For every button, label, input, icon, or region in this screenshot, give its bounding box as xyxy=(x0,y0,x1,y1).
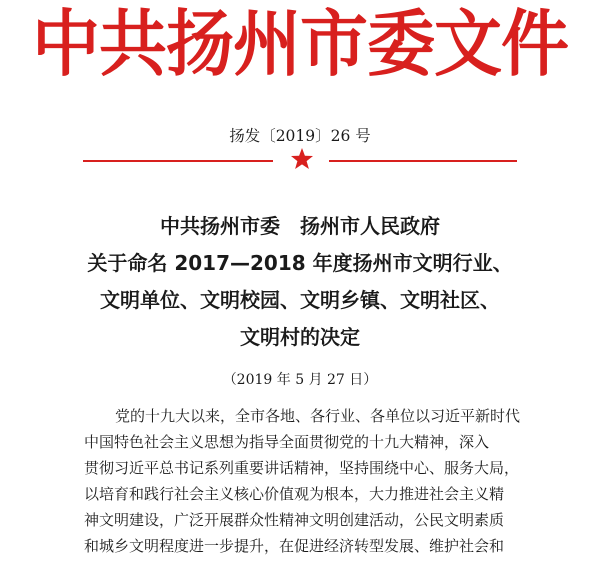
body-line: 中国特色社会主义思想为指导全面贯彻党的十九大精神，深入 xyxy=(84,433,490,451)
decision-title-line: 中共扬州市委 扬州市人民政府 xyxy=(160,214,440,238)
header-title: 中共扬州市委文件 xyxy=(31,3,568,87)
issue-date: （2019 年 5 月 27 日） xyxy=(222,372,378,388)
decision-title-line: 关于命名 2017—2018 年度扬州市文明行业、 xyxy=(87,251,513,275)
body-line: 和城乡文明程度进一步提升，在促进经济转型发展、维护社会和 xyxy=(84,537,505,555)
body-line: 党的十九大以来，全市各地、各行业、各单位以习近平新时代 xyxy=(115,407,521,425)
body-line: 贯彻习近平总书记系列重要讲话精神，坚持围绕中心、服务大局， xyxy=(84,459,520,477)
star-icon xyxy=(290,147,314,171)
decision-title xyxy=(0,208,600,356)
body-paragraph xyxy=(84,403,520,559)
body-line: 以培育和践行社会主义核心价值观为根本，大力推进社会主义精 xyxy=(84,485,505,503)
red-divider-right xyxy=(329,160,517,162)
red-divider-left xyxy=(83,160,273,162)
decision-title-line: 文明村的决定 xyxy=(240,325,360,349)
decision-title-line: 文明单位、文明校园、文明乡镇、文明社区、 xyxy=(100,288,500,312)
document-number: 扬发〔2019〕26 号 xyxy=(229,127,371,145)
body-line: 神文明建设，广泛开展群众性精神文明创建活动，公民文明素质 xyxy=(84,511,505,529)
